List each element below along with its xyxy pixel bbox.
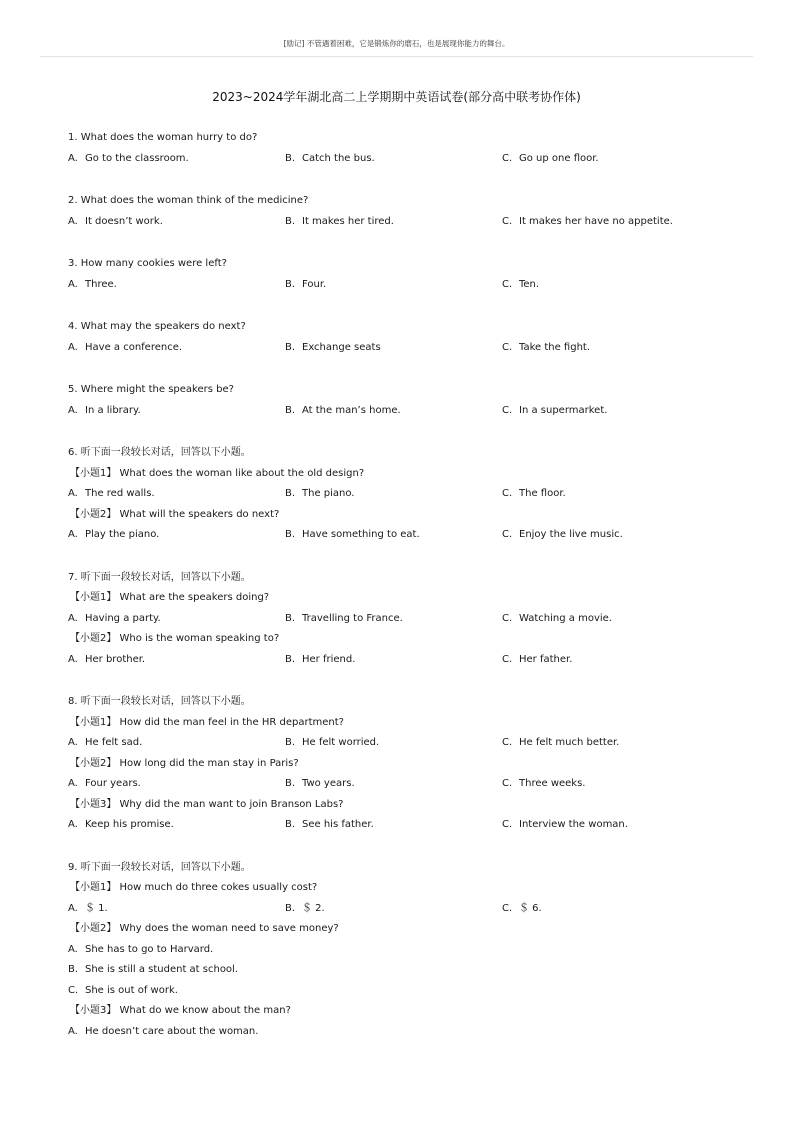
option-text: Having a party. — [85, 612, 161, 624]
option-letter: C. — [502, 215, 513, 227]
option-letter: B. — [285, 902, 296, 914]
option-a[interactable] — [68, 278, 117, 292]
sub-question-prompt: 【小题2】 Who is the woman speaking to? — [70, 633, 280, 644]
option-row — [68, 487, 748, 508]
option-letter: C. — [502, 653, 513, 665]
sub-question-prompt: 【小题1】 What are the speakers doing? — [70, 592, 270, 603]
option-b[interactable] — [285, 818, 374, 832]
option-text: Go to the classroom. — [85, 152, 189, 164]
option-b[interactable] — [285, 404, 401, 418]
option-letter: B. — [285, 215, 296, 227]
option-letter: C. — [502, 778, 513, 789]
option-letter: C. — [502, 488, 513, 499]
header-divider — [40, 56, 753, 57]
question-stem: 9. 听下面一段较长对话，回答以下小题。 — [68, 861, 251, 873]
option-c[interactable] — [502, 528, 623, 542]
option-row — [68, 278, 748, 299]
option-text: She has to go to Harvard. — [85, 943, 214, 955]
option-text: Four years. — [85, 778, 141, 789]
option-text: See his father. — [302, 819, 374, 830]
sub-question-prompt: 【小题1】 What does the woman like about the old design? — [70, 467, 365, 479]
sub-question-prompt: 【小题3】 What do we know about the man? — [70, 1005, 291, 1016]
option-a[interactable] — [68, 152, 189, 166]
option-c[interactable] — [502, 404, 607, 418]
option-text: Interview the woman. — [519, 819, 628, 830]
option-a[interactable] — [68, 528, 159, 542]
sub-question-prompt: 【小题1】 How did the man feel in the HR department? — [70, 716, 344, 728]
option-letter: A. — [68, 488, 78, 499]
option-row — [68, 341, 748, 362]
option-letter: A. — [68, 737, 78, 748]
option-letter: B. — [285, 152, 296, 164]
option-b[interactable] — [285, 487, 355, 501]
question-4 — [68, 320, 748, 361]
option-b[interactable] — [285, 653, 355, 667]
option-a[interactable] — [68, 487, 155, 501]
option-a[interactable] — [68, 902, 108, 916]
option-b[interactable] — [285, 341, 381, 355]
option-b[interactable] — [285, 777, 355, 791]
option-text: He felt much better. — [519, 737, 620, 748]
option-text: Her brother. — [85, 653, 146, 665]
option-b[interactable] — [285, 902, 325, 916]
option-c[interactable] — [502, 902, 542, 916]
option-a[interactable] — [68, 736, 142, 750]
question-stem: 2. What does the woman think of the medicine? — [68, 195, 309, 206]
option-letter: C. — [502, 612, 513, 624]
option-b[interactable] — [285, 278, 326, 292]
sub-question-prompt: 【小题1】 How much do three cokes usually cost? — [70, 882, 318, 893]
option-b[interactable] — [285, 612, 403, 626]
question-stem: 1. What does the woman hurry to do? — [68, 132, 258, 143]
option-a[interactable] — [68, 612, 161, 626]
option-letter: B. — [285, 488, 296, 499]
option-row — [68, 404, 748, 425]
option-c[interactable] — [502, 278, 539, 292]
option-text: ＄ 6. — [519, 902, 542, 914]
option-letter: C. — [502, 529, 513, 540]
option-a[interactable] — [68, 1025, 748, 1046]
option-text: Two years. — [302, 778, 355, 789]
option-letter: C. — [502, 152, 513, 164]
option-text: Have something to eat. — [302, 529, 420, 540]
option-text: Her friend. — [302, 653, 356, 665]
header-motto: [励记] 不管遇着困难，它是锻炼你的磨石，也是展现你能力的舞台。 — [283, 39, 510, 48]
option-text: Enjoy the live music. — [519, 529, 623, 540]
option-letter: A. — [68, 943, 78, 955]
question-8 — [68, 695, 748, 839]
option-text: Have a conference. — [85, 341, 183, 353]
option-letter: C. — [502, 902, 513, 914]
option-letter: B. — [285, 341, 296, 353]
option-letter: B. — [285, 404, 296, 416]
option-text: It makes her have no appetite. — [519, 215, 673, 227]
option-c[interactable] — [68, 984, 748, 1005]
option-a[interactable] — [68, 341, 182, 355]
question-5 — [68, 383, 748, 424]
option-c[interactable] — [502, 818, 628, 832]
option-letter: A. — [68, 778, 78, 789]
option-b[interactable] — [68, 963, 748, 984]
option-text: Ten. — [519, 278, 540, 290]
option-c[interactable] — [502, 612, 612, 626]
option-b[interactable] — [285, 736, 379, 750]
question-stem: 7. 听下面一段较长对话，回答以下小题。 — [68, 571, 251, 583]
option-b[interactable] — [285, 528, 420, 542]
option-row — [68, 902, 748, 923]
option-letter: A. — [68, 404, 78, 416]
option-text: At the man’s home. — [302, 404, 401, 416]
option-text: Play the piano. — [85, 529, 160, 540]
option-c[interactable] — [502, 653, 572, 667]
option-row — [68, 152, 748, 173]
question-stem: 5. Where might the speakers be? — [68, 384, 234, 395]
option-letter: C. — [502, 819, 513, 830]
option-text: In a supermarket. — [519, 404, 608, 416]
option-letter: B. — [285, 612, 296, 624]
option-text: In a library. — [85, 404, 141, 416]
option-letter: A. — [68, 215, 78, 227]
option-text: The red walls. — [85, 488, 155, 499]
question-stem: 6. 听下面一段较长对话，回答以下小题。 — [68, 447, 251, 458]
option-letter: B. — [285, 278, 296, 290]
question-list — [68, 131, 748, 1067]
option-text: ＄ 2. — [302, 902, 325, 914]
option-a[interactable] — [68, 404, 141, 418]
option-text: She is still a student at school. — [85, 964, 239, 975]
option-b[interactable] — [285, 152, 375, 166]
option-letter: C. — [502, 278, 513, 290]
option-text: Take the fight. — [519, 341, 591, 353]
option-letter: A. — [68, 341, 78, 353]
option-letter: B. — [68, 964, 79, 975]
option-c[interactable] — [502, 487, 566, 501]
option-letter: C. — [68, 984, 79, 996]
option-c[interactable] — [502, 736, 619, 750]
option-letter: A. — [68, 1025, 78, 1037]
option-letter: A. — [68, 278, 78, 290]
option-text: Catch the bus. — [302, 152, 375, 164]
option-text: The floor. — [519, 488, 566, 499]
option-c[interactable] — [502, 777, 585, 791]
question-stem: 4. What may the speakers do next? — [68, 321, 246, 332]
option-letter: B. — [285, 778, 296, 789]
option-row — [68, 653, 748, 674]
sub-question-prompt: 【小题2】 What will the speakers do next? — [70, 508, 280, 520]
option-row — [68, 612, 748, 633]
option-letter: C. — [502, 404, 513, 416]
option-text: He felt worried. — [302, 737, 380, 748]
option-text: Her father. — [519, 653, 573, 665]
option-row — [68, 818, 748, 839]
option-text: Go up one floor. — [519, 152, 599, 164]
option-letter: A. — [68, 152, 78, 164]
page-title: 2023~2024学年湖北高二上学期期中英语试卷(部分高中联考协作体) — [212, 90, 581, 104]
option-letter: A. — [68, 819, 78, 830]
option-letter: A. — [68, 902, 78, 914]
option-a[interactable] — [68, 777, 141, 791]
option-letter: A. — [68, 653, 78, 665]
question-7 — [68, 571, 748, 674]
option-row — [68, 528, 748, 549]
option-text: Three weeks. — [519, 778, 586, 789]
question-9 — [68, 861, 748, 1046]
option-text: Four. — [302, 278, 327, 290]
option-text: Travelling to France. — [302, 612, 403, 624]
question-stem: 3. How many cookies were left? — [68, 258, 227, 269]
question-6 — [68, 446, 748, 549]
option-text: It makes her tired. — [302, 215, 394, 227]
option-a[interactable] — [68, 653, 145, 667]
question-3 — [68, 257, 748, 298]
sub-question-prompt: 【小题2】 How long did the man stay in Paris? — [70, 757, 299, 769]
option-text: ＄ 1. — [85, 902, 108, 914]
option-letter: B. — [285, 529, 296, 540]
option-row — [68, 215, 748, 236]
option-letter: C. — [502, 341, 513, 353]
option-a[interactable] — [68, 943, 748, 964]
option-letter: B. — [285, 653, 296, 665]
option-text: Keep his promise. — [85, 819, 174, 830]
option-text: He doesn’t care about the woman. — [85, 1025, 259, 1037]
option-a[interactable] — [68, 215, 163, 229]
question-stem: 8. 听下面一段较长对话，回答以下小题。 — [68, 696, 251, 707]
option-letter: A. — [68, 529, 78, 540]
option-letter: C. — [502, 737, 513, 748]
option-c[interactable] — [502, 341, 590, 355]
option-a[interactable] — [68, 818, 174, 832]
option-b[interactable] — [285, 215, 394, 229]
option-text: Exchange seats — [302, 341, 381, 353]
option-c[interactable] — [502, 215, 673, 229]
sub-question-prompt: 【小题2】 Why does the woman need to save money? — [70, 923, 339, 934]
question-1 — [68, 131, 748, 172]
option-text: It doesn’t work. — [85, 215, 163, 227]
option-letter: A. — [68, 612, 78, 624]
option-row — [68, 736, 748, 757]
option-letter: B. — [285, 737, 296, 748]
option-letter: B. — [285, 819, 296, 830]
option-text: She is out of work. — [85, 984, 178, 996]
question-2 — [68, 194, 748, 235]
option-text: Watching a movie. — [519, 612, 612, 624]
option-text: The piano. — [302, 488, 355, 499]
option-c[interactable] — [502, 152, 599, 166]
option-text: Three. — [85, 278, 117, 290]
option-row — [68, 777, 748, 798]
option-text: He felt sad. — [85, 737, 143, 748]
sub-question-prompt: 【小题3】 Why did the man want to join Branson Labs? — [70, 798, 344, 810]
